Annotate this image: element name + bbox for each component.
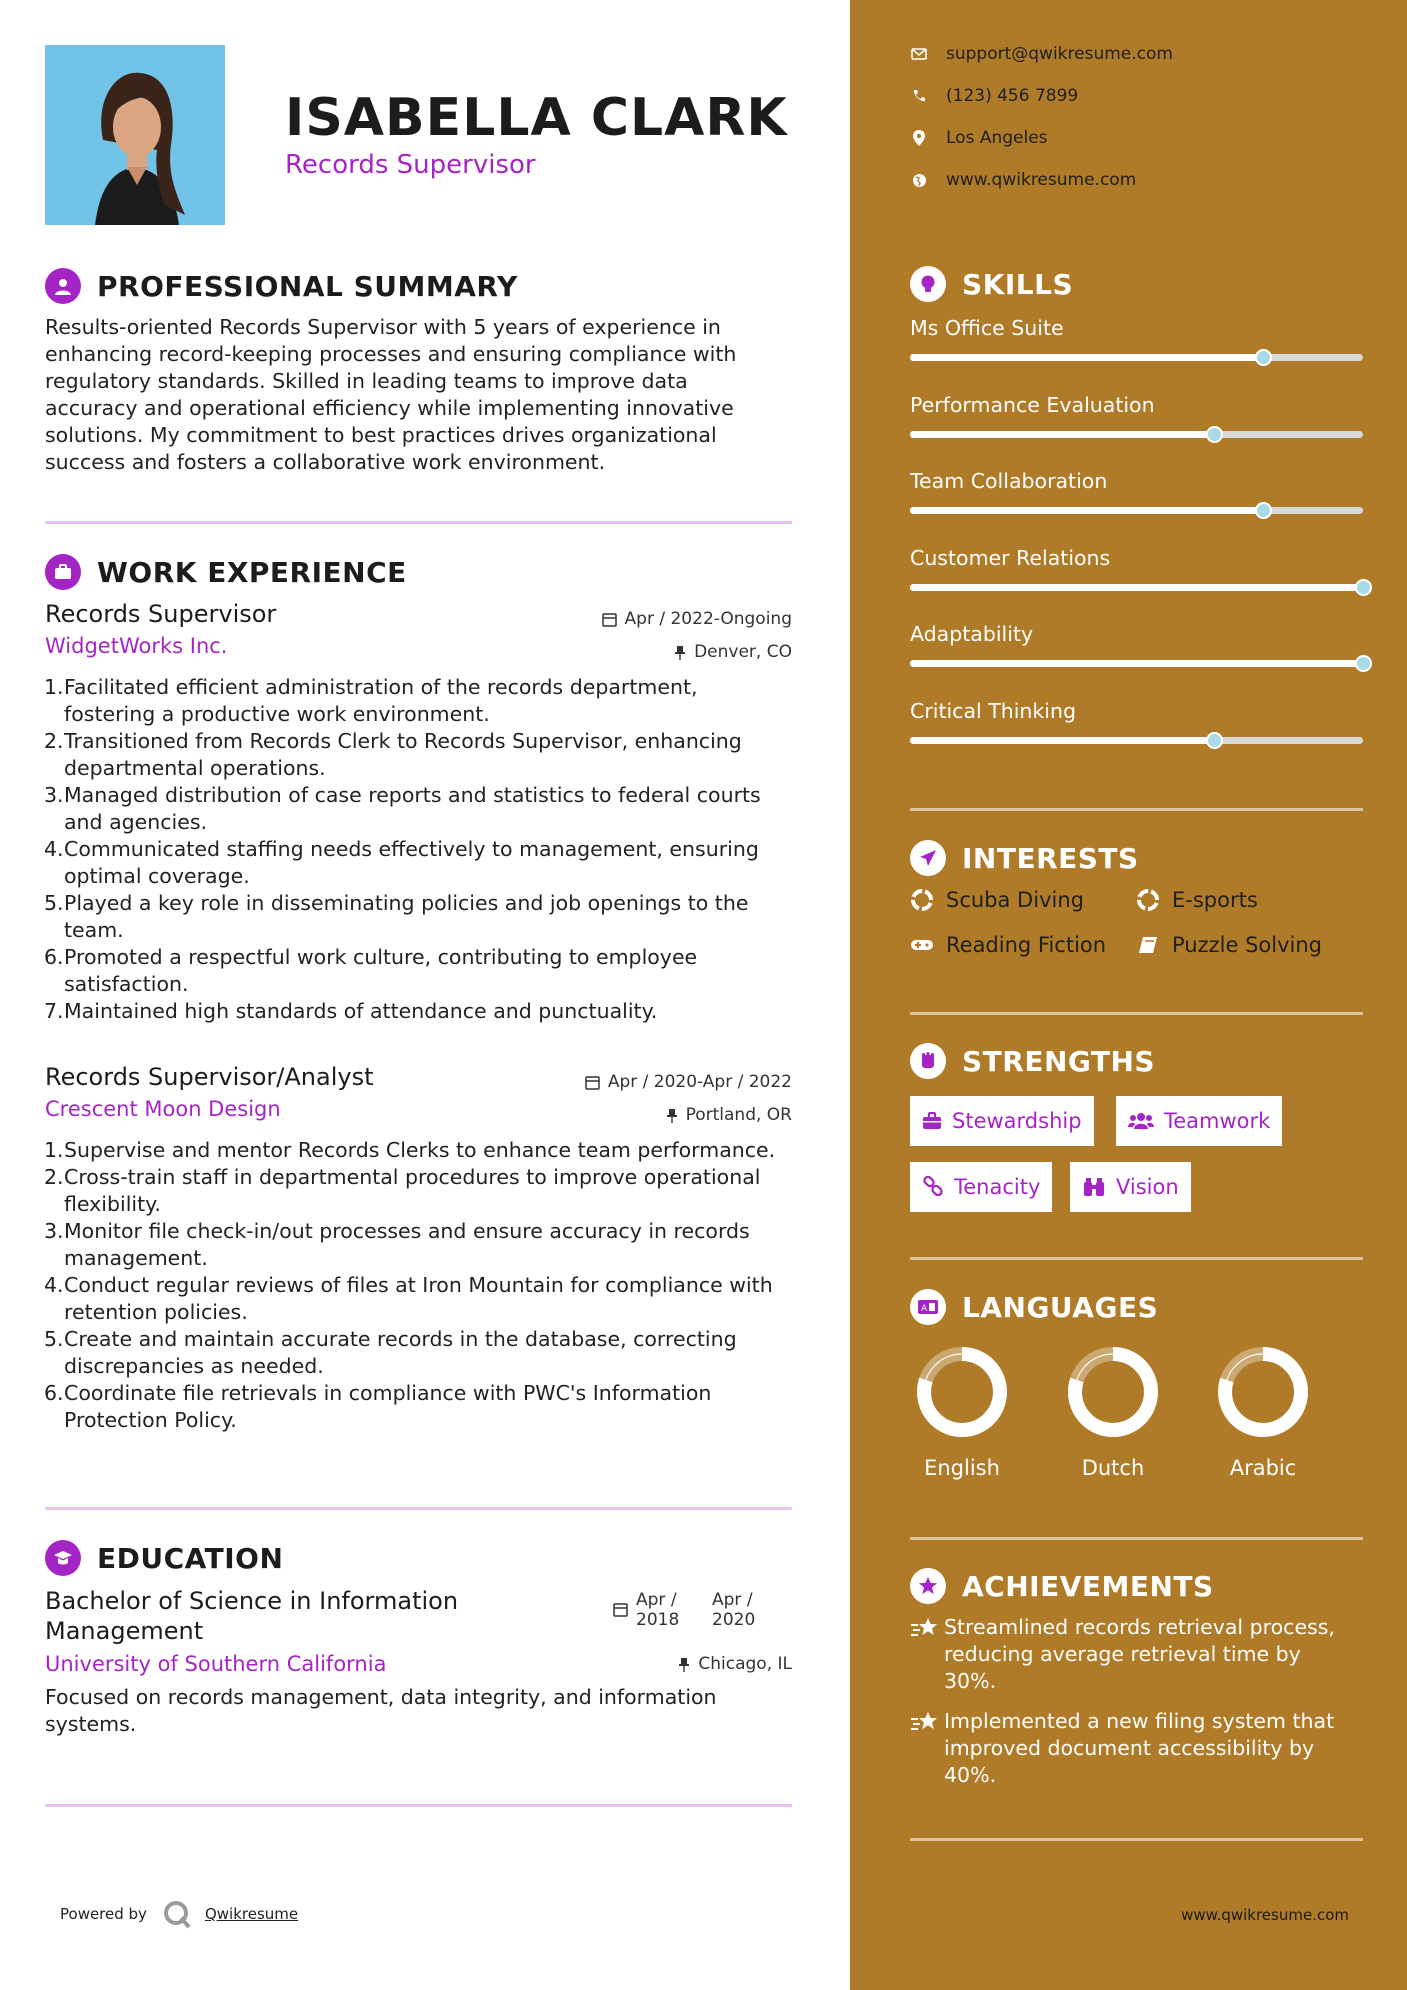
skills-header: [910, 266, 1073, 302]
job-title: Records Supervisor/Analyst: [45, 1063, 374, 1091]
pin-icon: [678, 1657, 690, 1672]
job-title: Records Supervisor: [45, 600, 277, 628]
skill-bar-knob: [1206, 732, 1223, 749]
degree: Bachelor of Science in Information Management: [45, 1587, 459, 1645]
brand-link[interactable]: Qwikresume: [204, 1905, 299, 1923]
divider: [45, 1507, 792, 1510]
fist-icon: [910, 1043, 946, 1079]
divider: [910, 1012, 1363, 1015]
summary-heading: PROFESSIONAL SUMMARY: [97, 269, 518, 303]
achievements-heading: ACHIEVEMENTS: [962, 1569, 1214, 1603]
list-item: 3. Managed distribution of case reports and statistics to federal courts and agencies.: [44, 783, 761, 834]
skill-item: [910, 622, 1363, 646]
interest-reading-fiction: Reading Fiction: [910, 933, 1106, 957]
skill-label: Performance Evaluation: [910, 392, 1155, 417]
powered-by-label: Powered by: [60, 1905, 147, 1923]
skill-bar-fill: [910, 737, 1214, 744]
divider: [910, 1257, 1363, 1260]
contact-email[interactable]: support@qwikresume.com: [910, 44, 1173, 64]
calendar-icon: [613, 1602, 628, 1617]
education-dates: Apr / 2018 Apr / 2020: [613, 1590, 755, 1630]
candidate-title: Records Supervisor: [285, 150, 536, 180]
experience-section: [45, 552, 792, 592]
skill-bar: [910, 431, 1363, 438]
map-marker-icon: [910, 130, 928, 146]
achievement-item: Streamlined records retrieval process, reducing average retrieval time by 30%.: [910, 1614, 1363, 1695]
job-entry: [45, 1063, 792, 1434]
skill-bar-knob: [1355, 579, 1372, 596]
list-item: 7. Maintained high standards of attendance and punctuality.: [44, 999, 658, 1023]
contact-website[interactable]: www.qwikresume.com: [910, 170, 1136, 190]
pin-icon: [674, 645, 686, 660]
svg-text:A: A: [921, 1304, 928, 1314]
language-item: [1058, 1342, 1168, 1480]
contact-phone[interactable]: (123) 456 7899: [910, 86, 1078, 106]
language-item: [907, 1342, 1017, 1480]
skill-item: [910, 393, 1363, 417]
pin-icon: [666, 1108, 678, 1123]
strength-tenacity: Tenacity: [910, 1162, 1052, 1212]
strengths-header: [910, 1043, 1155, 1079]
interest-scuba-diving: Scuba Diving: [910, 888, 1084, 912]
education-location: Chicago, IL: [678, 1654, 792, 1674]
skill-bar-knob: [1355, 655, 1372, 672]
users-icon: [1128, 1112, 1154, 1130]
achievements-header: [910, 1568, 1214, 1604]
user-icon: [45, 268, 81, 304]
link-icon: [922, 1176, 944, 1198]
skill-bar: [910, 584, 1363, 591]
skill-bar: [910, 507, 1363, 514]
calendar-icon: [585, 1075, 600, 1090]
interests-heading: INTERESTS: [962, 841, 1139, 875]
strength-vision: Vision: [1070, 1162, 1191, 1212]
language-icon: [910, 1289, 946, 1325]
skill-item: [910, 546, 1363, 570]
language-label: Dutch: [1081, 1456, 1145, 1480]
shooting-star-icon: [910, 1614, 944, 1695]
strengths-heading: STRENGTHS: [962, 1044, 1156, 1078]
language-donut-outline: [924, 1354, 1000, 1430]
list-item: 3. Monitor file check-in/out processes and ensure accuracy in records management.: [44, 1219, 750, 1270]
gamepad-icon: [910, 937, 934, 953]
divider: [910, 1537, 1363, 1540]
strength-stewardship: Stewardship: [910, 1096, 1094, 1146]
list-item: 4. Communicated staffing needs effectively to management, ensuring optimal coverage.: [44, 837, 759, 888]
education-section: [45, 1538, 792, 1578]
interest-puzzle-solving: Puzzle Solving: [1136, 933, 1322, 957]
list-item: 2. Transitioned from Records Clerk to Records Supervisor, enhancing departmental operations.: [44, 729, 742, 780]
job-company: Crescent Moon Design: [45, 1097, 281, 1121]
globe-icon: [910, 173, 928, 188]
skill-bar-fill: [910, 354, 1263, 361]
phone-icon: [910, 89, 928, 103]
list-item: 6. Coordinate file retrievals in compliance with PWC's Information Protection Policy.: [44, 1381, 712, 1432]
language-donut-outline: [1225, 1354, 1301, 1430]
skill-label: Adaptability: [910, 622, 1034, 646]
footer-website[interactable]: www.qwikresume.com: [1181, 1906, 1349, 1924]
education-heading: EDUCATION: [97, 1541, 284, 1575]
job-location: Denver, CO: [674, 642, 792, 662]
list-item: 6. Promoted a respectful work culture, contributing to employee satisfaction.: [44, 945, 698, 996]
profile-photo: [45, 45, 225, 225]
skill-bar-fill: [910, 431, 1214, 438]
skill-label: Ms Office Suite: [910, 316, 1064, 340]
summary-text: Results-oriented Records Supervisor with 5 years of experience in enhancing record-keeping processes and ensuring compliance with regulatory standards. Skilled in leading teams to improve data accuracy and operational efficiency while implementing innovative solutions. My commitment to best practices drives organizational success and fosters a collaborative work environment.: [45, 315, 737, 474]
qwikresume-logo-icon: [161, 1898, 193, 1930]
skill-bar-knob: [1206, 426, 1223, 443]
language-label: Arabic: [1229, 1456, 1297, 1480]
envelope-icon: [910, 48, 928, 60]
list-item: 5. Played a key role in disseminating policies and job openings to the team.: [44, 891, 749, 942]
language-donut: [1063, 1342, 1163, 1442]
graduate-icon: [45, 1540, 81, 1576]
skill-bar: [910, 737, 1363, 744]
calendar-icon: [602, 612, 617, 627]
job-dates: Apr / 2020-Apr / 2022: [585, 1072, 792, 1092]
list-item: 2. Cross-train staff in departmental procedures to improve operational flexibility.: [44, 1165, 761, 1216]
briefcase-icon: [922, 1112, 942, 1130]
divider: [910, 808, 1363, 811]
lightbulb-icon: [910, 266, 946, 302]
skill-bar: [910, 354, 1363, 361]
list-item: 5. Create and maintain accurate records in the database, correcting discrepancies as needed.: [44, 1327, 737, 1378]
skill-label: Customer Relations: [910, 545, 1111, 570]
job-location: Portland, OR: [666, 1105, 792, 1125]
experience-heading: WORK EXPERIENCE: [97, 555, 407, 589]
book-icon: [1136, 936, 1160, 954]
list-item: 1. Supervise and mentor Records Clerks to enhance team performance.: [44, 1138, 776, 1162]
divider: [910, 1838, 1363, 1841]
language-donut: [1213, 1342, 1313, 1442]
life-ring-icon: [910, 889, 934, 911]
binoculars-icon: [1082, 1177, 1106, 1197]
job-entry: [45, 600, 792, 1025]
language-label: English: [924, 1456, 1000, 1480]
interests-header: [910, 840, 1139, 876]
list-item: 4. Conduct regular reviews of files at Iron Mountain for compliance with retention policies.: [44, 1273, 773, 1324]
skill-bar-fill: [910, 507, 1263, 514]
language-donut-outline: [1075, 1354, 1151, 1430]
contact-location: Los Angeles: [910, 128, 1048, 148]
life-ring-icon: [1136, 889, 1160, 911]
paper-plane-icon: [910, 840, 946, 876]
skills-heading: SKILLS: [962, 267, 1074, 301]
star-icon: [910, 1568, 946, 1604]
skill-label: Critical Thinking: [910, 698, 1076, 723]
task-list: [45, 674, 792, 1025]
skill-label: Team Collaboration: [910, 469, 1108, 493]
skill-bar: [910, 660, 1363, 667]
skill-bar-fill: [910, 660, 1363, 667]
language-item: [1208, 1342, 1318, 1480]
languages-heading: LANGUAGES: [962, 1290, 1159, 1324]
achievement-item: Implemented a new filing system that improved document accessibility by 40%.: [910, 1708, 1363, 1789]
task-list: [45, 1137, 792, 1434]
briefcase-icon: [45, 554, 81, 590]
shooting-star-icon: [910, 1708, 944, 1789]
list-item: 1. Facilitated efficient administration of the records department, fostering a productive work environment.: [44, 675, 698, 726]
languages-header: [910, 1289, 1158, 1325]
powered-by: [60, 1898, 298, 1930]
candidate-name: ISABELLA CLARK: [285, 88, 788, 148]
divider: [45, 521, 792, 524]
divider: [45, 1804, 792, 1807]
education-description: Focused on records management, data integrity, and information systems.: [45, 1685, 717, 1736]
skill-item: [910, 316, 1363, 340]
skill-item: [910, 699, 1363, 723]
language-donut: [912, 1342, 1012, 1442]
summary-section: [45, 266, 792, 476]
skill-bar-fill: [910, 584, 1363, 591]
education-entry: [45, 1586, 792, 1738]
job-company: WidgetWorks Inc.: [45, 634, 228, 658]
skill-item: [910, 469, 1363, 493]
job-dates: Apr / 2022-Ongoing: [602, 609, 792, 629]
school: University of Southern California: [45, 1652, 387, 1676]
strength-teamwork: Teamwork: [1116, 1096, 1282, 1146]
interest-e-sports: E-sports: [1136, 888, 1258, 912]
